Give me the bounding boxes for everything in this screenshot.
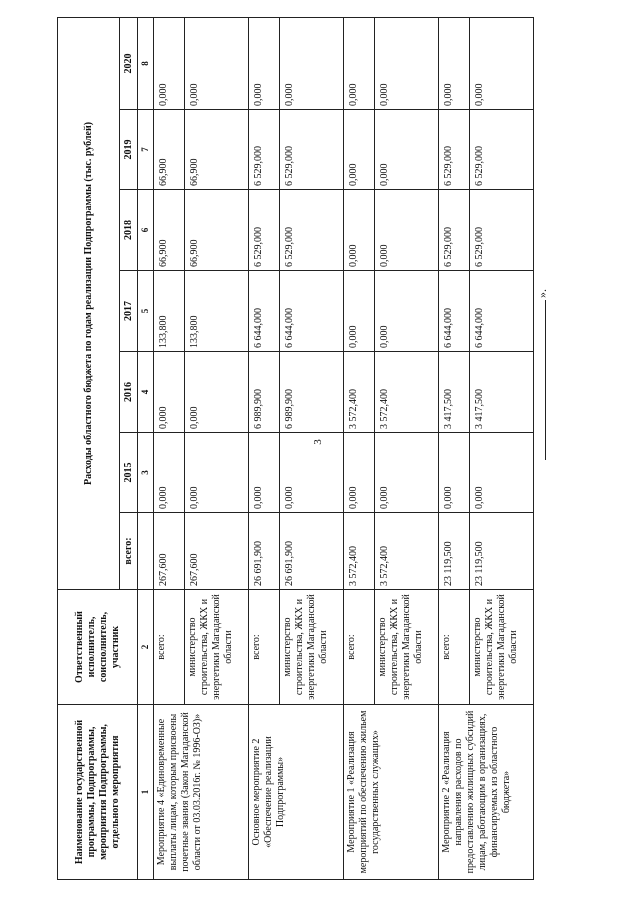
total-cell: 267,600 [153, 513, 184, 590]
value-cell: 0,000 [375, 110, 439, 190]
total-cell: 267,600 [185, 513, 249, 590]
value-cell: 0,000 [280, 433, 344, 513]
value-cell: 0,000 [153, 433, 184, 513]
total-cell: 23 119,500 [438, 513, 469, 590]
header-expenses-group: Расходы областного бюджета по годам реализации Подпрограммы (тыс. рублей) [58, 17, 120, 589]
value-cell: 0,000 [153, 352, 184, 433]
header-year-2015: 2015 [120, 433, 138, 513]
header-total: всего: [120, 513, 138, 590]
value-cell: 0,000 [343, 17, 374, 109]
column-index: 3 [138, 433, 154, 513]
measure-name: Мероприятие 4 «Единовременные выплаты лицам, которым присвоены почетные звания (Закон Магаданской области от 03.03.2016г. № 1996-ОЗ)» [153, 705, 248, 880]
column-index: 1 [138, 705, 154, 880]
total-cell: 26 691,900 [248, 513, 279, 590]
table-row [343, 17, 374, 879]
value-cell: 6 644,000 [248, 271, 279, 352]
responsible-cell: всего: [438, 590, 469, 705]
header-responsible: Ответственный исполнитель, соисполнитель, участник [58, 590, 138, 705]
table-row [248, 17, 279, 879]
total-cell: 23 119,500 [470, 513, 534, 590]
header-year-2020: 2020 [120, 17, 138, 109]
value-cell: 0,000 [248, 433, 279, 513]
value-cell: 6 989,900 [280, 352, 344, 433]
value-cell: 66,900 [153, 110, 184, 190]
value-cell: 6 529,000 [248, 190, 279, 271]
value-cell: 0,000 [470, 17, 534, 109]
value-cell: 3 572,400 [375, 352, 439, 433]
responsible-cell: всего: [248, 590, 279, 705]
value-cell: 0,000 [343, 433, 374, 513]
responsible-cell: всего: [343, 590, 374, 705]
value-cell: 6 644,000 [470, 271, 534, 352]
value-cell: 0,000 [185, 433, 249, 513]
responsible-cell: министерство строительства, ЖКХ и энергетики Магаданской области [470, 590, 534, 705]
value-cell: 133,800 [153, 271, 184, 352]
measure-name: Мероприятие 1 «Реализация мероприятий по обеспечению жильем государственных служащих» [343, 705, 438, 880]
value-cell: 133,800 [185, 271, 249, 352]
header-year-2018: 2018 [120, 190, 138, 271]
value-cell: 0,000 [185, 352, 249, 433]
value-cell: 3 417,500 [438, 352, 469, 433]
value-cell: 0,000 [343, 190, 374, 271]
value-cell: 3 417,500 [470, 352, 534, 433]
value-cell: 0,000 [470, 433, 534, 513]
column-index: 2 [138, 590, 154, 705]
budget-table [57, 17, 534, 880]
value-cell: 3 572,400 [343, 352, 374, 433]
value-cell: 0,000 [343, 271, 374, 352]
total-cell: 26 691,900 [280, 513, 344, 590]
value-cell: 0,000 [248, 17, 279, 109]
value-cell: 0,000 [185, 17, 249, 109]
responsible-cell: министерство строительства, ЖКХ и энергетики Магаданской области [280, 590, 344, 705]
column-index: 7 [138, 110, 154, 190]
value-cell: 0,000 [375, 271, 439, 352]
value-cell: 6 529,000 [438, 110, 469, 190]
value-cell: 66,900 [185, 110, 249, 190]
column-index [138, 513, 154, 590]
header-name: Наименование государственной программы, Подпрограммы, мероприятия Подпрограммы, отдельного мероприятия [58, 705, 138, 880]
value-cell: 0,000 [438, 433, 469, 513]
value-cell: 0,000 [375, 433, 439, 513]
value-cell: 6 529,000 [280, 190, 344, 271]
value-cell: 6 529,000 [248, 110, 279, 190]
value-cell: 6 989,900 [248, 352, 279, 433]
rotated-page-content [57, 18, 549, 880]
header-year-2016: 2016 [120, 352, 138, 433]
value-cell: 0,000 [375, 190, 439, 271]
table-row [153, 17, 184, 879]
closing-quote-line [535, 289, 550, 460]
value-cell: 6 529,000 [470, 110, 534, 190]
value-cell: 0,000 [280, 17, 344, 109]
value-cell: 6 644,000 [438, 271, 469, 352]
value-cell: 0,000 [375, 17, 439, 109]
value-cell: 66,900 [185, 190, 249, 271]
measure-name: Мероприятие 2 «Реализация направления расходов по предоставлению жилищных субсидий лицам, работающим в организациях, финансируемых из областного бюджета» [438, 705, 533, 880]
signature-rule [545, 300, 546, 460]
column-index-row [138, 17, 154, 879]
column-index: 8 [138, 17, 154, 109]
page-number: 3 [311, 439, 324, 445]
value-cell: 66,900 [153, 190, 184, 271]
value-cell: 6 529,000 [280, 110, 344, 190]
value-cell: 6 644,000 [280, 271, 344, 352]
table-row [438, 17, 469, 879]
value-cell: 0,000 [438, 17, 469, 109]
value-cell: 0,000 [153, 17, 184, 109]
responsible-cell: министерство строительства, ЖКХ и энергетики Магаданской области [185, 590, 249, 705]
responsible-cell: всего: [153, 590, 184, 705]
total-cell: 3 572,400 [375, 513, 439, 590]
value-cell: 6 529,000 [470, 190, 534, 271]
closing-quote: ». [535, 289, 549, 298]
value-cell: 6 529,000 [438, 190, 469, 271]
total-cell: 3 572,400 [343, 513, 374, 590]
column-index: 4 [138, 352, 154, 433]
column-index: 5 [138, 271, 154, 352]
header-year-2019: 2019 [120, 110, 138, 190]
value-cell: 0,000 [343, 110, 374, 190]
responsible-cell: министерство строительства, ЖКХ и энергетики Магаданской области [375, 590, 439, 705]
column-index: 6 [138, 190, 154, 271]
header-year-2017: 2017 [120, 271, 138, 352]
measure-name: Основное мероприятие 2 «Обеспечение реализации Подпрограммы» [248, 705, 343, 880]
